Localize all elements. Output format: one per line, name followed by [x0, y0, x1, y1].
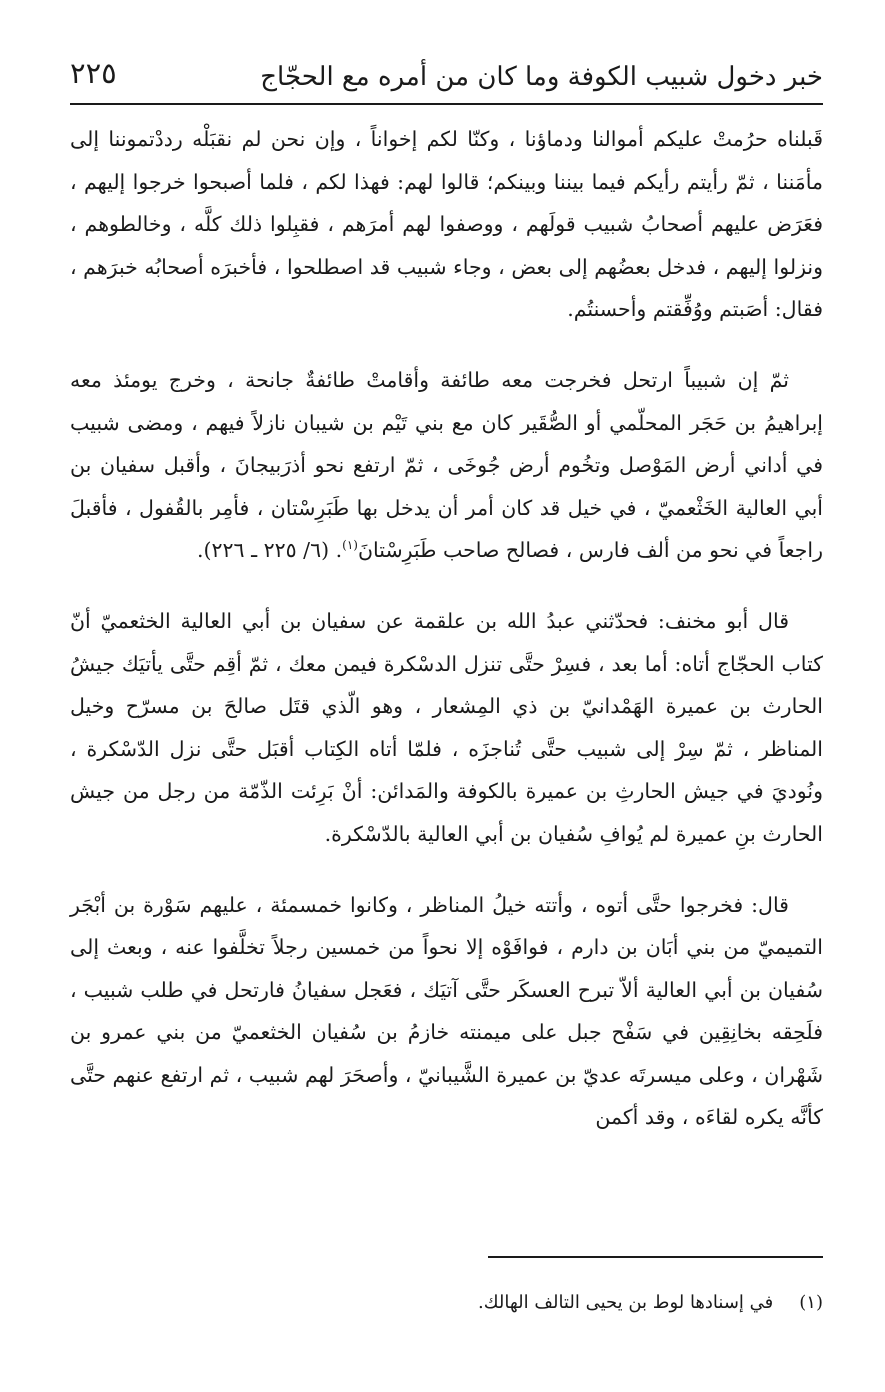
- footnote-rule: [488, 1256, 823, 1258]
- footnote-number: (١): [799, 1292, 823, 1313]
- footnote: [70, 1288, 823, 1318]
- footnote-text: في إسنادها لوط بن يحيى التالف الهالك.: [477, 1292, 774, 1313]
- paragraph-2-text: ثمّ إن شبيباً ارتحل فخرجت معه طائفة وأقامتْ طائفةٌ جانحة ، وخرج يومئذ معه إبراهيمُ بن حَجَر المحلّمي أو الصُّقَير كان مع بني تَيْم بن شيبان نازلاً فيهم ، ومضى شبيب في أداني أرض المَوْصل وتخُوم أرض جُوخَى ، ثمّ ارتفع نحو أذرَبيجانَ ، وأقبل سفيان بن أبي العالية الخَثْعميّ ، في خيل قد كان أمر أن يدخل بها طَبَرِسْتان ، فأمِر بالقُفول ، فأقبلَ راجعاً في نحو من ألف فارس ، فصالح صاحب طَبَرِسْتانَ: [70, 367, 823, 563]
- header-rule: [70, 103, 823, 105]
- citation-reference: . (٦/ ٢٢٥ ـ ٢٢٦).: [196, 538, 343, 563]
- paragraph-2: [70, 359, 823, 572]
- page-number: ٢٢٥: [70, 56, 117, 90]
- paragraph-1: قَبلناه حرُمتْ عليكم أموالنا ودماؤنا ، وكنّا لكم إخواناً ، وإن نحن لم نقبَلْه رددْتموننا إلى مأمَننا ، ثمّ رأيتم رأيكم فيما بيننا وبينكم؛ قالوا لهم: فهذا لكم ، فلما أصبحوا خرجوا إليهم ، فعَرَض عليهم أصحابُ شبيب قولَهم ، ووصفوا لهم أمرَهم ، فقبِلوا ذلك كلَّه ، وخالطوهم ، ونزلوا إليهم ، فدخل بعضُهم إلى بعض ، وجاء شبيب قد اصطلحوا ، فأخبرَه أصحابُه خبرَهم ، فقال: أصَبتم ووُفِّقتم وأحسنتُم.: [70, 127, 823, 322]
- footnote-reference: (١): [342, 538, 358, 553]
- running-title: خبر دخول شبيب الكوفة وما كان من أمره مع الحجّاج: [260, 62, 823, 92]
- paragraph-3: قال أبو مخنف: فحدّثني عبدُ الله بن علقمة عن سفيان بن أبي العالية الخثعميّ أنّ كتاب الحجّاج أتاه: أما بعد ، فسِرْ حتَّى تنزل الدسْكرة فيمن معك ، ثمّ أقِم حتَّى يأتيَك جيشُ الحارث بن عميرة الهَمْدانيّ بن ذي المِشعار ، وهو الّذي قتَل صالحَ بن مسرّح وخيل المناظر ، ثمّ سِرْ إلى شبيب حتَّى تُناجزَه ، فلمّا أتاه الكِتاب أقبَل حتَّى نزل الدّسْكرة ، ونُوديَ في جيش الحارثِ بن عميرة بالكوفة والمَدائن: أنْ بَرِئت الذّمّة من رجل من جيش الحارث بنِ عميرة لم يُوافِ سُفيان بن أبي العالية بالدّسْكرة.: [70, 608, 823, 846]
- body-text: [70, 118, 823, 1167]
- paragraph-4: قال: فخرجوا حتَّى أتوه ، وأتته خيلُ المناظر ، وكانوا خمسمئة ، عليهم سَوْرة بن أبْجَر التميميّ من بني أبَان بن دارم ، فوافَوْه إلا نحواً من خمسين رجلاً تخلَّفوا عنه ، وبعث إلى سُفيان بن أبي العالية ألاّ تبرح العسكَر حتَّى آتيَك ، فعَجل سفيانُ فارتحل في طلب شبيب ، فلَحِقه بخانِقِين في سَفْح جبل على ميمنته خازمُ بن سُفيان الخثعميّ من بني عمرو بن شَهْران ، وعلى ميسرتَه عديّ بن عميرة الشَّيبانيّ ، وأصحَرَ لهم شبيب ، ثم ارتفع عنهم حتَّى كأنَّه يكره لقاءَه ، وقد أكمن: [70, 892, 823, 1130]
- page-header: [70, 52, 823, 102]
